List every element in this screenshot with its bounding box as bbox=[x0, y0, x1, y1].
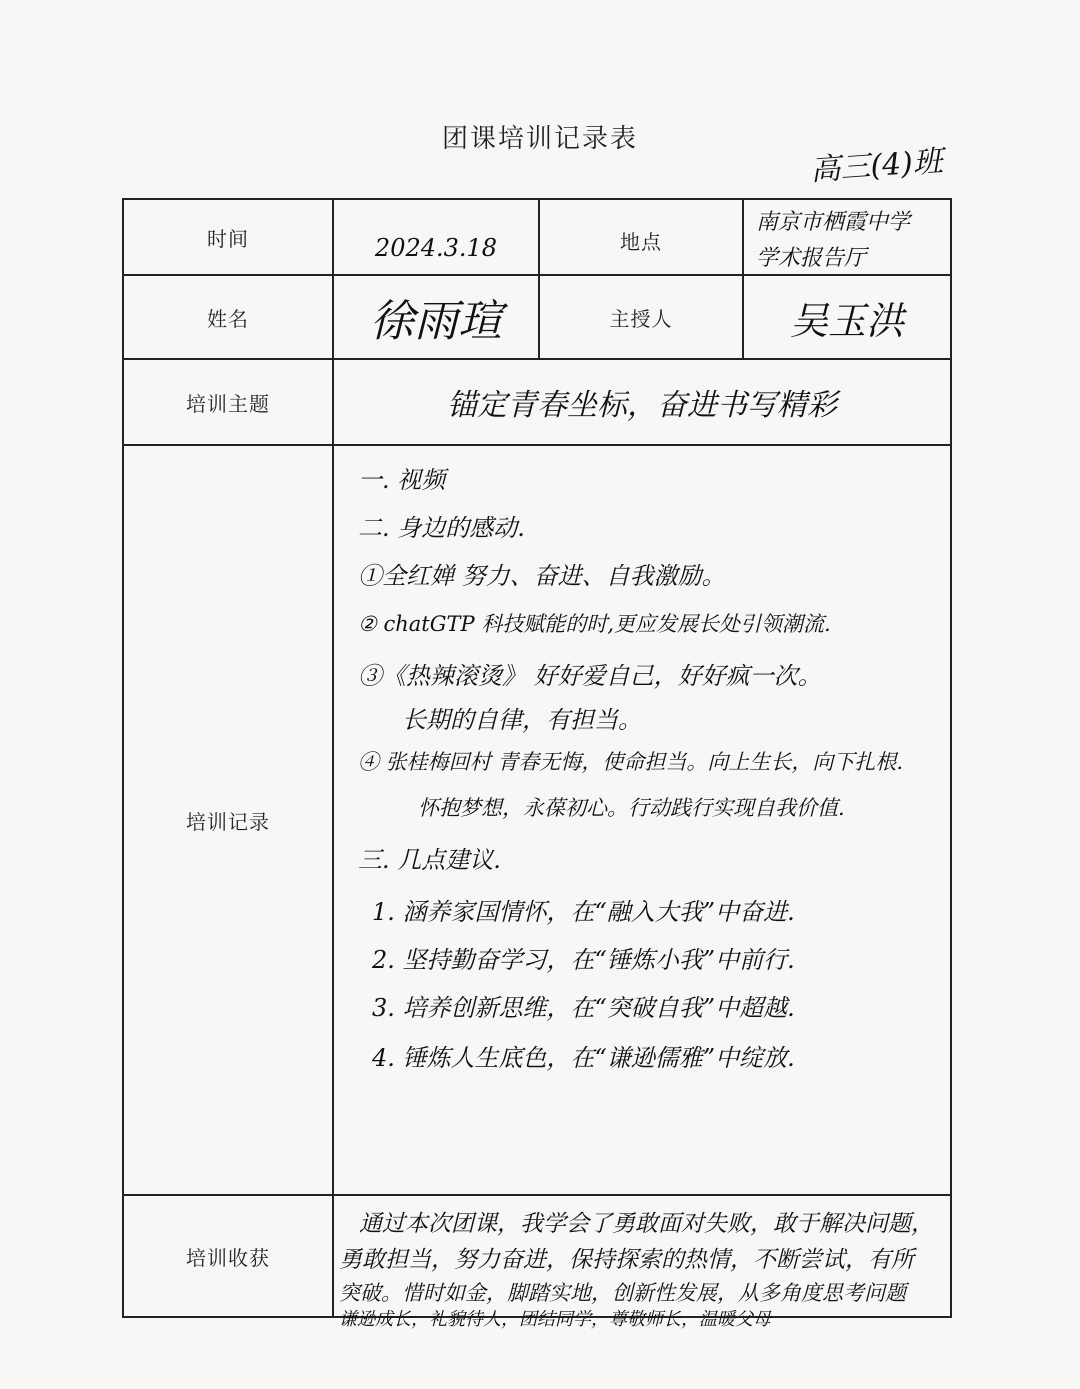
record-line: ①全红婵 努力、奋进、自我激励。 bbox=[358, 562, 726, 590]
record-table bbox=[122, 198, 952, 1330]
gain-line: 勇敢担当，努力奋进，保持探索的热情，不断尝试，有所 bbox=[339, 1247, 914, 1273]
record-line: ③《热辣滚烫》 好好爱自己，好好疯一次。 bbox=[358, 662, 822, 690]
record-line: 2. 坚持勤奋学习，在“锤炼小我”中前行. bbox=[372, 946, 795, 974]
time-label: 时间 bbox=[207, 226, 249, 251]
record-line: 怀抱梦想，永葆初心。行动践行实现自我价值. bbox=[418, 796, 845, 820]
gain-label: 培训收获 bbox=[186, 1245, 270, 1270]
record-line: 三. 几点建议. bbox=[358, 846, 501, 874]
topic-value: 锚定青春坐标，奋进书写精彩 bbox=[447, 388, 837, 423]
topic-label: 培训主题 bbox=[186, 391, 270, 416]
gain-line: 通过本次团课，我学会了勇敢面对失败，敢于解决问题， bbox=[359, 1211, 934, 1237]
record-line: ② chatGTP 科技赋能的时,更应发展长处引领潮流. bbox=[358, 612, 831, 636]
place-value-line1: 南京市栖霞中学 bbox=[756, 209, 911, 235]
place-label: 地点 bbox=[620, 229, 662, 254]
gain-line: 突破。惜时如金，脚踏实地，创新性发展，从多角度思考问题 bbox=[339, 1281, 906, 1305]
form-title: 团课培训记录表 bbox=[441, 124, 638, 154]
name-value: 徐雨瑄 bbox=[370, 296, 502, 347]
lecturer-value: 吴玉洪 bbox=[789, 298, 904, 343]
lecturer-label: 主授人 bbox=[609, 306, 673, 331]
record-line: 二. 身边的感动. bbox=[358, 514, 525, 542]
record-line: 长期的自律，有担当。 bbox=[402, 706, 642, 734]
time-value: 2024.3.18 bbox=[374, 234, 498, 262]
record-line: 一. 视频 bbox=[358, 466, 446, 494]
record-line: 4. 锤炼人生底色，在“谦逊儒雅”中绽放. bbox=[372, 1044, 795, 1072]
place-value-line2: 学术报告厅 bbox=[756, 245, 867, 271]
record-line: 3. 培养创新思维，在“突破自我”中超越. bbox=[372, 994, 795, 1022]
record-line: ④ 张桂梅回村 青春无悔，使命担当。向上生长，向下扎根. bbox=[358, 750, 904, 774]
name-label: 姓名 bbox=[207, 306, 249, 331]
record-label: 培训记录 bbox=[186, 809, 270, 834]
record-line: 1. 涵养家国情怀，在“融入大我”中奋进. bbox=[372, 898, 795, 926]
gain-line: 谦逊成长，礼貌待人，团结同学，尊敬师长，温暖父母 bbox=[339, 1309, 771, 1330]
class-note: 高三(4)班 bbox=[809, 144, 944, 189]
